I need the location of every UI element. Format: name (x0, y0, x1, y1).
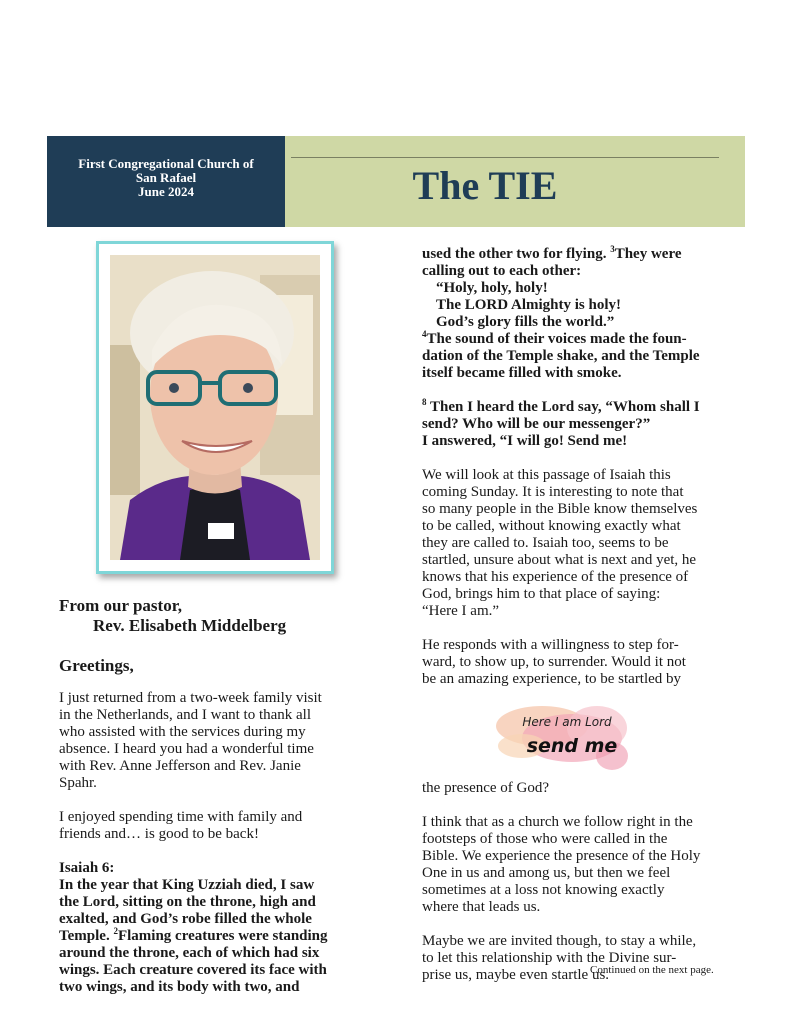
masthead-title-block (285, 136, 745, 227)
from-pastor-heading: From our pastor, (59, 596, 182, 615)
verse-number: 8 (422, 397, 427, 407)
right-paragraph-3: I think that as a church we follow right in the footsteps of those who were called in the Bible. We experience the presence of the Holy One in us and among us, but then we feel sometimes at a loss not knowing exactly where that leads us. (422, 814, 701, 915)
masthead-org-block (47, 136, 285, 227)
right-paragraph-1: We will look at this passage of Isaiah this coming Sunday. It is interesting to note that so many people in the Bible know themselves to be called, without knowing exactly what they are called to. Isaiah too, seems to be startled, unsure about what is next and yet, he knows that his experience of the presence of God, brings him to that place of saying: “Here I am.” (422, 467, 698, 619)
scripture-verse-8: $^8$ Then I heard the Lord say, “Whom shall I send? Who will be our messenger?” I answered, “I will go! Send me! (422, 397, 700, 449)
greeting-heading: Greetings, (59, 656, 134, 675)
right-column (422, 246, 757, 984)
right-paragraph-2: He responds with a willingness to step for- ward, to show up, to surrender. Would it not be an amazing experience, to be startled by (422, 637, 686, 687)
verse-number: 2 (113, 926, 118, 936)
verse-number: 3 (610, 244, 615, 254)
pastor-photo (110, 255, 320, 560)
scripture-text: In the year that King Uzziah died, I saw the Lord, sitting on the throne, high and exalted, and God’s robe filled the whole Temple. $^2$Flaming creatures were standing around the throne, each of which had six wings. Each creature covered its face with two wings, and its body with two, and (59, 877, 328, 995)
org-name-line2: San Rafael (135, 170, 197, 185)
right-paragraph-2-end: the presence of God? (422, 780, 550, 796)
masthead-rule (291, 157, 719, 158)
pastor-portrait-image (110, 255, 320, 560)
continued-note: Continued on the next page. (590, 964, 714, 976)
org-name-line1: First Congregational Church of (78, 156, 254, 171)
issue-date: June 2024 (138, 184, 194, 199)
pastor-photo-frame (96, 241, 334, 574)
scripture-verse-4: $^4$The sound of their voices made the foun- dation of the Temple shake, and the Temple itself became filled with smoke. (422, 329, 700, 381)
scripture-poem: “Holy, holy, holy! The LORD Almighty is holy! God’s glory fills the world.” (436, 280, 622, 330)
right-paragraph-4: Maybe we are invited though, to stay a while, to let this relationship with the Divine sur- prise us, maybe even startle us. (422, 933, 697, 983)
scripture-reference: Isaiah 6: (59, 860, 115, 876)
left-paragraph-2: I enjoyed spending time with family and friends and… is good to be back! (59, 809, 303, 842)
logo-text-line2: send me (526, 735, 618, 757)
here-i-am-lord-graphic (422, 688, 757, 780)
logo-text-line1: Here I am Lord (522, 715, 612, 729)
left-paragraph-1: I just returned from a two-week family visit in the Netherlands, and I want to thank all who assisted with the services during my absence. I heard you had a wonderful time with Rev. Anne Jefferson and Rev. Janie Spahr. (59, 690, 322, 791)
watercolor-map-graphic (422, 688, 757, 780)
scripture-continued: used the other two for flying. $^3$They were calling out to each other: (422, 244, 682, 279)
pastor-name: Rev. Elisabeth Middelberg (93, 616, 287, 635)
left-column (59, 596, 379, 996)
newsletter-title: The TIE (412, 163, 558, 208)
verse-number: 4 (422, 329, 427, 339)
masthead (47, 136, 745, 227)
